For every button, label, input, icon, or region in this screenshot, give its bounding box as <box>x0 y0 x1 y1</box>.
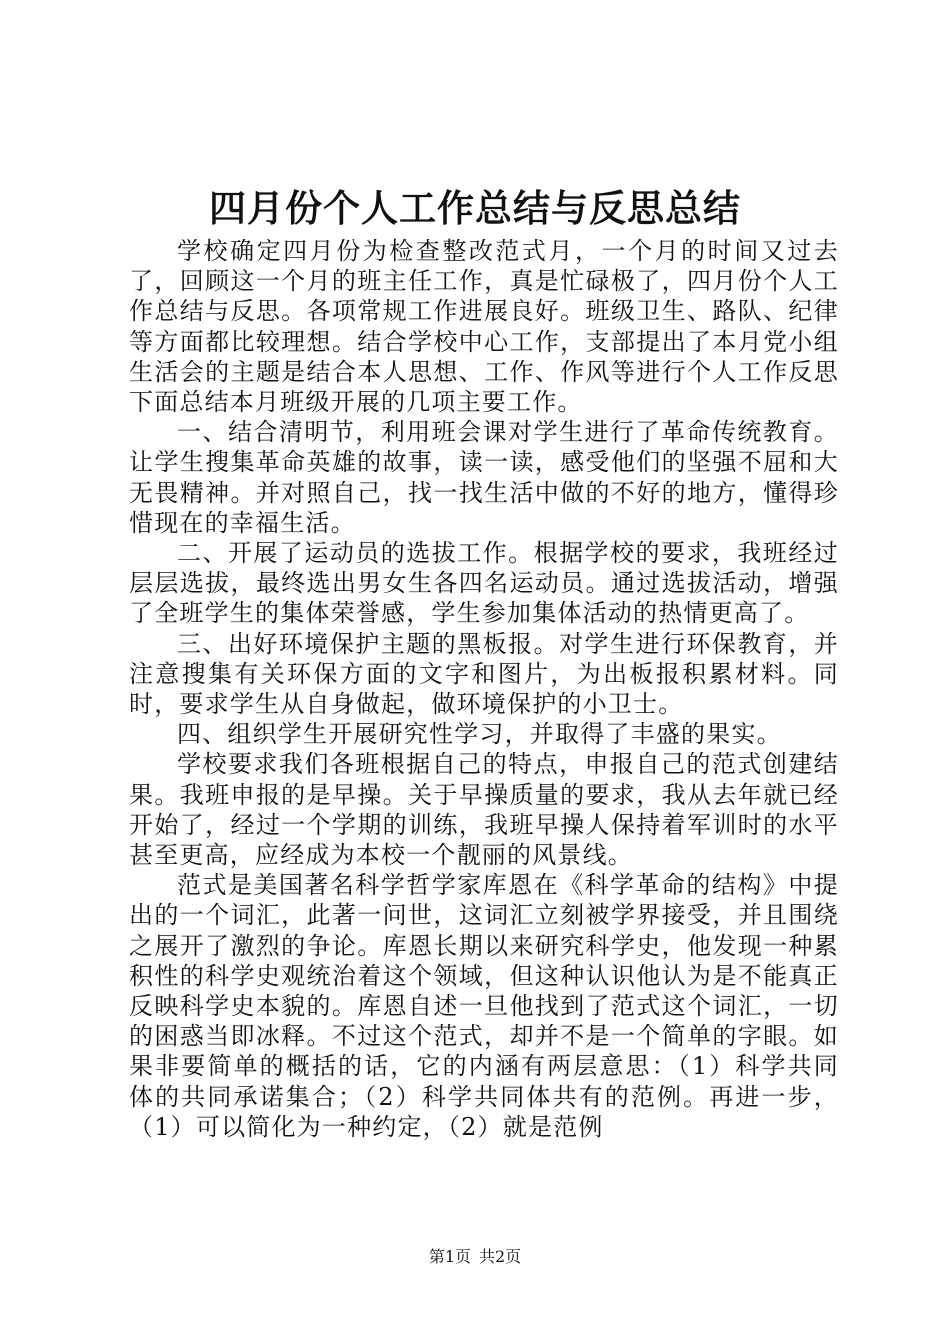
page-number: 第1页 <box>428 1247 471 1266</box>
paragraph-item-4: 四、组织学生开展研究性学习，并取得了丰盛的果实。 <box>177 720 782 749</box>
page-total: 共2页 <box>479 1247 522 1266</box>
document-title: 四月份个人工作总结与反思总结 <box>209 186 741 230</box>
paragraph-intro: 学校确定四月份为检查整改范式月，一个月的时间又过去了，回顾这一个月的班主任工作，真是忙碌极了，四月份个人工作总结与反思。各项常规工作进展良好。班级卫生、路队、纪律等方面都比较理想。结合学校中心工作，支部提出了本月党小组生活会的主题是结合本人思想、工作、作风等进行个人工作反思下面总结本月班级开展的几项主要工作。 <box>129 237 839 417</box>
paragraph-school-requirement: 学校要求我们各班根据自己的特点，申报自己的范式创建结果。我班申报的是早操。关于早操质量的要求，我从去年就已经开始了，经过一个学期的训练，我班早操人保持着军训时的水平甚至更高，应经成为本校一个靓丽的风景线。 <box>129 750 839 870</box>
document-body <box>129 236 839 1142</box>
paragraph-paradigm: 范式是美国著名科学哲学家库恩在《科学革命的结构》中提出的一个词汇，此著一问世，这词汇立刻被学界接受，并且围绕之展开了激烈的争论。库恩长期以来研究科学史，他发现一种累积性的科学史观统治着这个领域，但这种认识他认为是不能真正反映科学史本貌的。库恩自述一旦他找到了范式这个词汇，一切的困惑当即冰释。不过这个范式，却并不是一个简单的字眼。如果非要简单的概括的话，它的内涵有两层意思：（1）科学共同体的共同承诺集合；（2）科学共同体共有的范例。再进一步，（1）可以简化为一种约定，（2）就是范例 <box>129 871 839 1141</box>
paragraph-item-1: 一、结合清明节，利用班会课对学生进行了革命传统教育。让学生搜集革命英雄的故事，读一读，感受他们的坚强不屈和大无畏精神。并对照自己，找一找生活中做的不好的地方，懂得珍惜现在的幸福生活。 <box>129 418 839 537</box>
paragraph-item-3: 三、出好环境保护主题的黑板报。对学生进行环保教育，并注意搜集有关环保方面的文字和图片，为出板报积累材料。同时，要求学生从自身做起，做环境保护的小卫士。 <box>129 629 839 719</box>
page-footer <box>0 1245 950 1269</box>
paragraph-item-2: 二、开展了运动员的选拔工作。根据学校的要求，我班经过层层选拔，最终选出男女生各四名运动员。通过选拔活动，增强了全班学生的集体荣誉感，学生参加集体活动的热情更高了。 <box>129 539 839 628</box>
